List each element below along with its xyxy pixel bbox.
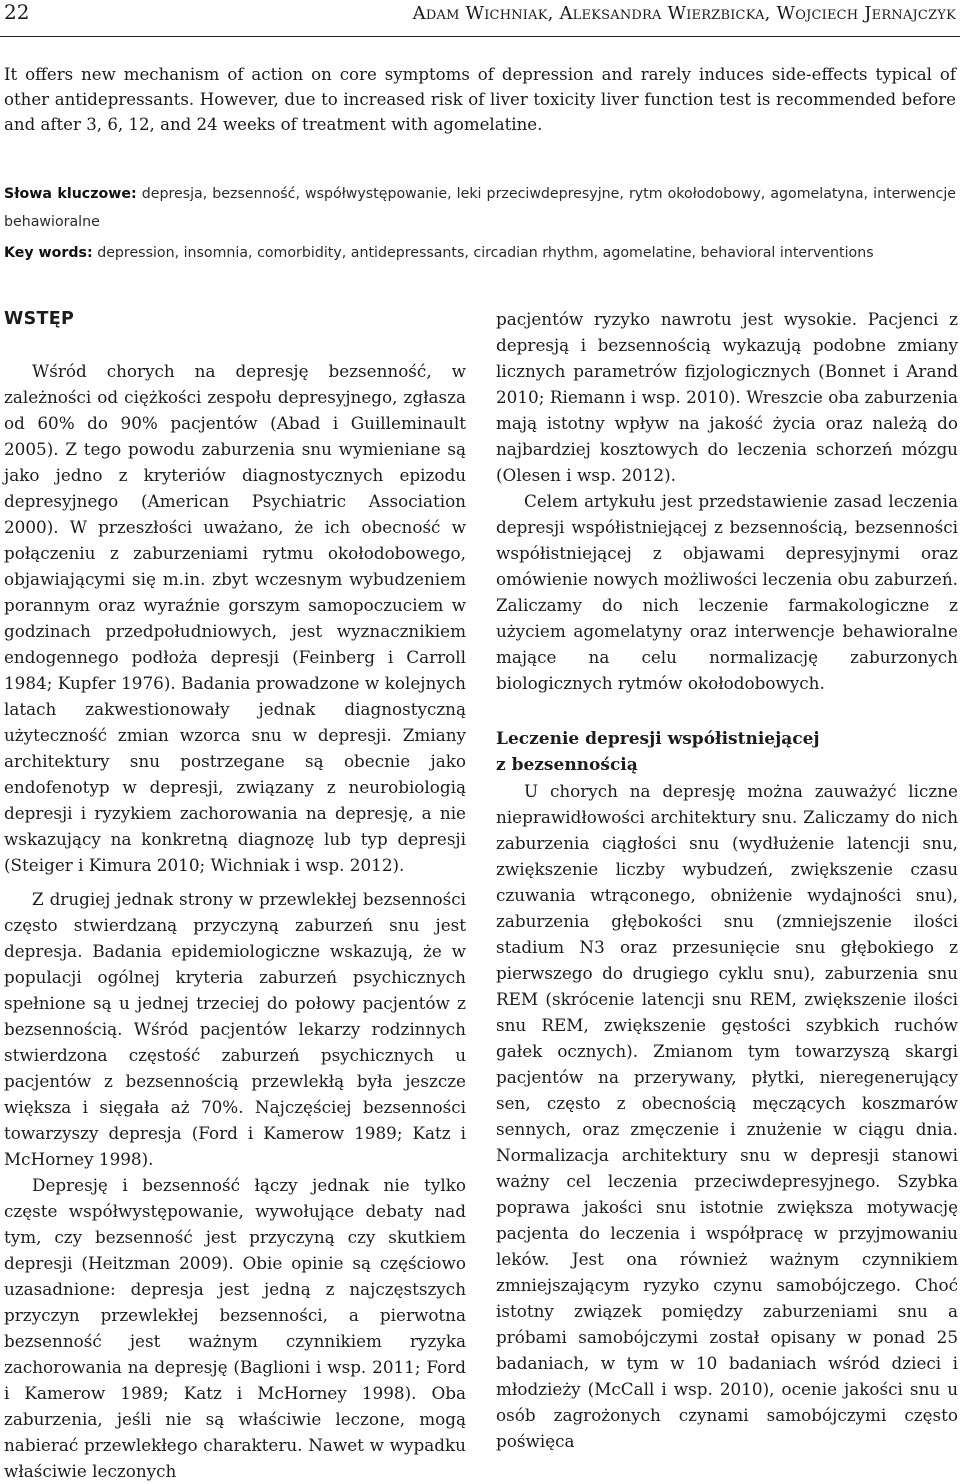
keywords-polish-text: depresja, bezsenność, współwystępowanie, leki przeciwdepresyjne, rytm okołodobowy, agomelatyna, interwencje behawioralne [4, 186, 956, 230]
body-paragraph: pacjentów ryzyko nawrotu jest wysokie. Pacjenci z depresją i bezsennością wykazują podobne zmiany licznych parametrów fizjologicznych (Bonnet i Arand 2010; Riemann i wsp. 2010). Wreszcie oba zaburzenia mają istotny wpływ na jakość życia oraz należą do najbardziej kosztowych do leczenia schorzeń mózgu (Olesen i wsp. 2012). [496, 309, 958, 485]
section-title: WSTĘP [4, 309, 75, 329]
body-paragraph: Depresję i bezsenność łączy jednak nie tylko częste współwystępowanie, wywołujące debaty nad tym, czy bezsenność jest przyczyną czy skutkiem depresji (Heitzman 2009). Obie opinie są częściowo uzasadnione: depresja jest jedną z najczęstszych przyczyn przewlekłej bezsenności, a pierwotna bezsenność jest ważnym czynnikiem ryzyka zachorowania na depresję (Baglioni i wsp. 2011; Ford i Kamerow 1989; Katz i McHorney 1998). Oba zaburzenia, jeśli nie są właściwie leczone, mogą nabierać przewlekłego charakteru. Nawet w wypadku właściwie leczonych [4, 1175, 466, 1481]
keywords-english [4, 239, 956, 267]
keywords-block [4, 180, 956, 267]
subsection-title [496, 726, 958, 778]
keywords-polish-label: Słowa kluczowe: [4, 186, 137, 202]
header-rule [0, 36, 960, 37]
subsection-title-line1: Leczenie depresji współistniejącej [496, 729, 820, 749]
keywords-english-text: depression, insomnia, comorbidity, antidepressants, circadian rhythm, agomelatine, behavioral interventions [92, 245, 874, 261]
keywords-polish [4, 180, 956, 236]
intro-block [4, 62, 956, 137]
body-paragraph: Z drugiej jednak strony w przewlekłej bezsenności często stwierdzaną przyczyną zaburzeń snu jest depresja. Badania epidemiologiczne wskazują, że w populacji ogólnej kryteria zaburzeń psychicznych spełnione są u jednej trzeciej do połowy pacjentów z bezsennością. Wśród pacjentów lekarzy rodzinnych stwierdzona częstość zaburzeń psychicznych u pacjentów z bezsennością przewlekłą była jeszcze większa i sięgała aż 70%. Najczęściej bezsenności towarzyszy depresja (Ford i Kamerow 1989; Katz i McHorney 1998). [4, 889, 466, 1169]
left-column [4, 306, 466, 1484]
keywords-english-label: Key words: [4, 245, 93, 261]
right-column [496, 306, 958, 1454]
intro-paragraph: It offers new mechanism of action on core symptoms of depression and rarely induces side-effects typical of other antidepressants. However, due to increased risk of liver toxicity liver function test is recommended before and after 3, 6, 12, and 24 weeks of treatment with agomelatine. [4, 65, 956, 134]
running-header-authors: Adam Wichniak, Aleksandra Wierzbicka, Wojciech Jernajczyk [412, 3, 956, 24]
subsection-title-line2: z bezsennością [496, 755, 638, 775]
page-number: 22 [4, 0, 30, 24]
body-paragraph: U chorych na depresję można zauważyć liczne nieprawidłowości architektury snu. Zaliczamy do nich zaburzenia ciągłości snu (wydłużenie latencji snu, zwiększenie liczby wybudzeń, zwiększenie czasu czuwania wtrąconego, obniżenie wydajności snu), zaburzenia głębokości snu (zmniejszenie ilości stadium N3 oraz przesunięcie snu głębokiego z pierwszego do drugiego cyklu snu), zaburzenia snu REM (skrócenie latencji snu REM, zwiększenie ilości snu REM, zwiększenie gęstości szybkich ruchów gałek ocznych). Zmianom tym towarzyszą skargi pacjentów na przerywany, płytki, nieregenerujący sen, często z obecnością męczących koszmarów sennych, oraz zmęczenie i znużenie w ciągu dnia. Normalizacja architektury snu w depresji stanowi ważny cel leczenia przeciwdepresyjnego. Szybka poprawa jakości snu istotnie zwiększa motywację pacjenta do leczenia i współpracę w przyjmowaniu leków. Jest ona również ważnym czynnikiem zmniejszającym ryzyko czynu samobójczego. Choć istotny związek pomiędzy zaburzeniami snu a próbami samobójczymi został opisany w ponad 25 badaniach, w tym w 10 badaniach wśród dzieci i młodzieży (McCall i wsp. 2010), ocenie jakości snu u osób zagrożonych czynami samobójczymi często poświęca [496, 781, 958, 1451]
body-paragraph: Wśród chorych na depresję bezsenność, w zależności od ciężkości zespołu depresyjnego, zgłasza od 60% do 90% pacjentów (Abad i Guilleminault 2005). Z tego powodu zaburzenia snu wymieniane są jako jedno z kryteriów diagnostycznych epizodu depresyjnego (American Psychiatric Association 2000). W przeszłości uważano, że ich obecność w połączeniu z zaburzeniami rytmu okołodobowego, objawiającymi się m.in. zbyt wczesnym wybudzeniem porannym oraz wyraźnie gorszym samopoczuciem w godzinach przedpołudniowych, jest wyznacznikiem endogennego podłoża depresji (Feinberg i Carroll 1984; Kupfer 1976). Badania prowadzone w kolejnych latach zakwestionowały jednak diagnostyczną użyteczność zmian wzorca snu w depresji. Zmiany architektury snu postrzegane są obecnie jako endofenotyp w depresji, związany z neurobiologią depresji i ryzykiem zachorowania na depresję, a nie wskazujący na konkretną diagnozę lub typ depresji (Steiger i Kimura 2010; Wichniak i wsp. 2012). [4, 361, 466, 875]
body-paragraph: Celem artykułu jest przedstawienie zasad leczenia depresji współistniejącej z bezsennością, bezsenności współistniejącej z objawami depresyjnymi oraz omówienie nowych możliwości leczenia obu zaburzeń. Zaliczamy do nich leczenie farmakologiczne z użyciem agomelatyny oraz interwencje behawioralne mające na celu normalizację zaburzonych biologicznych rytmów okołodobowych. [496, 491, 958, 693]
